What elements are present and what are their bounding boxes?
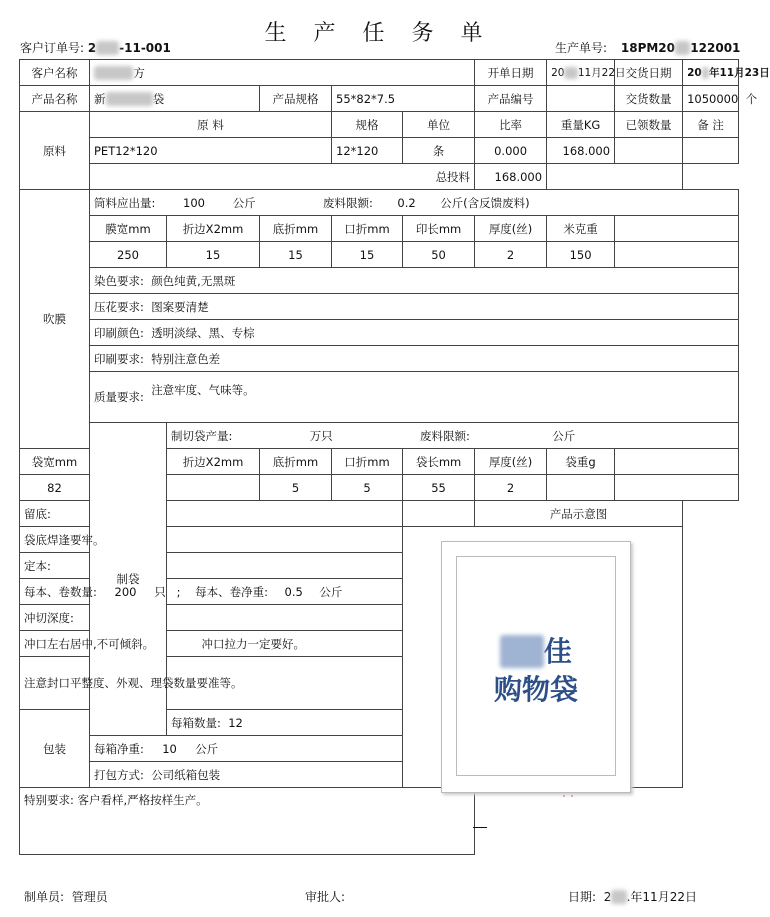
bagging-val-0: 82 (20, 475, 90, 501)
maker-label: 制单员: (24, 890, 65, 904)
blowing-waste-label: 废料限额: (323, 195, 373, 210)
materials-col-remark: 备 注 (683, 112, 739, 138)
delivery-date-prefix: 20 (687, 67, 702, 79)
print-color (90, 320, 739, 346)
material-unit: 条 (403, 138, 475, 164)
bagging-val-4: 55 (403, 475, 475, 501)
redacted-mask (675, 41, 690, 55)
dye-row (20, 268, 739, 294)
redacted-mask (564, 67, 577, 79)
bagging-val-6 (547, 475, 615, 501)
materials-col-unit: 单位 (403, 112, 475, 138)
fixed-label: 定本: (20, 553, 403, 579)
special-row (20, 788, 739, 855)
diagram-label: 产品示意图 (475, 501, 683, 527)
box-weight-value: 10 (162, 741, 177, 756)
open-date-label: 开单日期 (475, 60, 547, 86)
blowing-col-5: 厚度(丝) (475, 216, 547, 242)
total-label: 总投料 (90, 164, 475, 190)
blowing-col-6: 米克重 (547, 216, 615, 242)
materials-col-spec: 规格 (332, 112, 403, 138)
delivery-date-suffix: 年11月23日 (709, 67, 770, 79)
print-color-value: 透明淡绿、黑、专棕 (151, 325, 255, 340)
material-weight: 168.000 (547, 138, 615, 164)
materials-header-row (20, 112, 739, 138)
bagging-val-2: 5 (260, 475, 332, 501)
delivery-date-label: 交货日期 (615, 60, 683, 86)
blowing-col-4: 印长mm (403, 216, 475, 242)
blowing-val-1: 15 (167, 242, 260, 268)
diagram-brand-line (442, 630, 630, 670)
punch-notes (20, 631, 403, 657)
print-color-label: 印刷颜色: (94, 325, 144, 340)
blowing-output-unit: 公斤 (232, 195, 256, 210)
bagging-val-3: 5 (332, 475, 403, 501)
blowing-col-1: 折边X2mm (167, 216, 260, 242)
customer-label: 客户名称 (20, 60, 90, 86)
bagging-val-5: 2 (475, 475, 547, 501)
product-row (20, 86, 739, 112)
pack-method-label: 打包方式: (94, 767, 144, 782)
quality-requirement (90, 372, 739, 423)
redacted-mask (500, 635, 543, 668)
diagram-line1-tail: 佳 (543, 635, 572, 668)
bagging-col-4: 袋长mm (403, 449, 475, 475)
open-date-prefix: 20 (551, 67, 565, 79)
diagram-title-line: 购物袋 (493, 673, 578, 706)
bagging-col-3: 口折mm (332, 449, 403, 475)
total-value: 168.000 (475, 164, 547, 190)
bag-mockup-image (441, 541, 631, 793)
bottom-row (20, 501, 739, 527)
blowing-spec-header-row (20, 216, 739, 242)
blowing-section-label: 吹膜 (20, 190, 90, 449)
punch-note-1: 冲口左右居中,不可倾斜。 (24, 636, 155, 651)
dash-mark (473, 827, 487, 828)
speck (571, 795, 573, 797)
blowing-val-6: 150 (547, 242, 615, 268)
qty-label: 交货数量 (615, 86, 683, 112)
special-requirement (20, 788, 475, 855)
blowing-col-2: 底折mm (260, 216, 332, 242)
speck (563, 795, 565, 797)
maker (24, 888, 108, 905)
redacted-mask (106, 92, 153, 106)
production-no (555, 39, 740, 56)
customer-tail: 方 (133, 65, 145, 80)
material-spec: 12*120 (332, 138, 403, 164)
footer-date-suffix: .年11月22日 (626, 890, 697, 904)
quality-label: 质量要求: (94, 390, 144, 404)
qty-value-cell (683, 86, 758, 112)
bagging-output-label: 制切袋产量: (171, 428, 233, 443)
bagging-col-1: 折边X2mm (167, 449, 260, 475)
bagging-col-2: 底折mm (260, 449, 332, 475)
approver-label: 审批人: (305, 890, 346, 904)
per-weight-unit: 公斤 (319, 584, 343, 599)
dye-value: 颜色纯黄,无黑斑 (151, 273, 236, 288)
blowing-col-3: 口折mm (332, 216, 403, 242)
material-name: PET12*120 (90, 138, 332, 164)
print-req-value: 特别注意色差 (151, 351, 221, 366)
blowing-val-4: 50 (403, 242, 475, 268)
bagging-output-row (20, 423, 739, 449)
blowing-val-7 (615, 242, 739, 268)
customer-order-suffix: -11-001 (119, 41, 171, 55)
box-weight-unit: 公斤 (195, 741, 219, 756)
footer-date-prefix: 2 (603, 890, 612, 904)
customer-row (20, 60, 739, 86)
product-no-label: 产品编号 (475, 86, 547, 112)
bagging-val-1 (167, 475, 260, 501)
per-count (20, 579, 403, 605)
pack-method-value: 公司纸箱包装 (151, 767, 221, 782)
bagging-col-6: 袋重g (547, 449, 615, 475)
blowing-col-7 (615, 216, 739, 242)
product-value (90, 86, 260, 112)
maker-value: 管理员 (71, 890, 108, 904)
bagging-output-unit: 万只 (309, 428, 333, 443)
production-no-prefix: 18PM20 (620, 41, 676, 55)
quality-row (20, 372, 739, 423)
materials-row (20, 138, 739, 164)
print-req-row (20, 346, 739, 372)
blowing-output (90, 190, 739, 216)
bottom-blank (403, 501, 475, 527)
product-no-value (547, 86, 615, 112)
special-label: 特别要求: (24, 793, 74, 807)
materials-col-weight: 重量KG (547, 112, 615, 138)
product-diagram (403, 527, 683, 788)
redacted-mask (702, 67, 709, 79)
per-weight-value: 0.5 (284, 584, 303, 599)
task-form-table (19, 59, 770, 855)
emboss-label: 压花要求: (94, 299, 144, 314)
per-count-sep: ; (176, 584, 181, 599)
weld-note: 袋底焊逢要牢。 (20, 527, 403, 553)
blowing-val-0: 250 (90, 242, 167, 268)
materials-col-name: 原 料 (90, 112, 332, 138)
quality-value: 注意牢度、气味等。 (151, 383, 255, 397)
bagging-section-label: 制袋 (90, 423, 167, 736)
bagging-waste-unit: 公斤 (552, 428, 576, 443)
per-count-unit: 只 (154, 584, 166, 599)
customer-order-prefix: 2 (87, 41, 97, 55)
materials-col-ratio: 比率 (475, 112, 547, 138)
qty-unit: 个 (745, 91, 758, 106)
blowing-col-0: 膜宽mm (90, 216, 167, 242)
material-received (615, 138, 683, 164)
redacted-mask (96, 41, 119, 55)
spec-value: 55*82*7.5 (332, 86, 475, 112)
emboss-row (20, 294, 739, 320)
per-count-value: 200 (114, 584, 137, 599)
box-weight-label: 每箱净重: (94, 741, 144, 756)
dye-label: 染色要求: (94, 273, 144, 288)
emboss-value: 图案要清楚 (151, 299, 209, 314)
materials-section-label: 原料 (20, 112, 90, 190)
delivery-date-value (683, 60, 770, 86)
material-ratio: 0.000 (475, 138, 547, 164)
blowing-val-2: 15 (260, 242, 332, 268)
customer-order-no (20, 39, 171, 56)
approver (305, 888, 345, 905)
punch-label: 冲切深度: (20, 605, 403, 631)
production-no-label: 生产单号: (555, 41, 608, 55)
page-title: 生 产 任 务 单 (264, 21, 493, 46)
bagging-output (167, 423, 739, 449)
bottom-label: 留底: (20, 501, 403, 527)
spec-label: 产品规格 (260, 86, 332, 112)
blowing-val-3: 15 (332, 242, 403, 268)
bagging-val-7 (615, 475, 739, 501)
customer-order-label: 客户订单号: (20, 41, 85, 55)
box-qty-label: 每箱数量: (171, 715, 221, 730)
weld-row (20, 527, 739, 553)
product-label: 产品名称 (20, 86, 90, 112)
blowing-val-5: 2 (475, 242, 547, 268)
per-weight-label: 每本、卷净重: (195, 584, 269, 599)
production-no-suffix: 122001 (690, 41, 741, 55)
product-tail: 袋 (152, 91, 165, 106)
bagging-col-5: 厚度(丝) (475, 449, 547, 475)
bagging-col-0: 袋宽mm (20, 449, 90, 475)
open-date-value (547, 60, 626, 86)
blowing-output-label: 筒料应出量: (94, 195, 156, 210)
blowing-waste-value: 0.2 (397, 195, 416, 210)
material-remark (683, 138, 739, 164)
blowing-spec-value-row (20, 242, 739, 268)
dye-requirement (90, 268, 739, 294)
qty-value: 1050000 (687, 91, 739, 106)
customer-value (90, 60, 475, 86)
blowing-output-value: 100 (183, 195, 205, 210)
box-qty-value: 12 (228, 715, 243, 730)
total-blank (547, 164, 683, 190)
packing-section-label: 包装 (20, 710, 90, 788)
diagram-area (403, 527, 682, 787)
open-date-suffix: 11月22日 (577, 67, 626, 79)
emboss-requirement (90, 294, 739, 320)
print-req-label: 印刷要求: (94, 351, 144, 366)
blowing-output-row (20, 190, 739, 216)
product-head: 新 (94, 91, 106, 106)
materials-total-row (20, 164, 739, 190)
materials-col-received: 已领数量 (615, 112, 683, 138)
blowing-waste-unit: 公斤(含反馈废料) (440, 195, 530, 210)
bagging-col-7 (615, 449, 739, 475)
punch-note-2: 冲口拉力一定要好。 (201, 636, 305, 651)
print-requirement (90, 346, 739, 372)
footer-date-label: 日期: (568, 890, 597, 904)
redacted-mask (94, 66, 133, 80)
seal-note: 注意封口平整度、外观、理袋数量要准等。 (20, 657, 403, 710)
redacted-mask (611, 890, 626, 904)
per-count-label: 每本、卷数量: (24, 584, 97, 599)
footer-date (568, 888, 697, 905)
print-color-row (20, 320, 739, 346)
bagging-waste-label: 废料限额: (420, 428, 470, 443)
special-value: 客户看样,严格按样生产。 (77, 793, 208, 807)
